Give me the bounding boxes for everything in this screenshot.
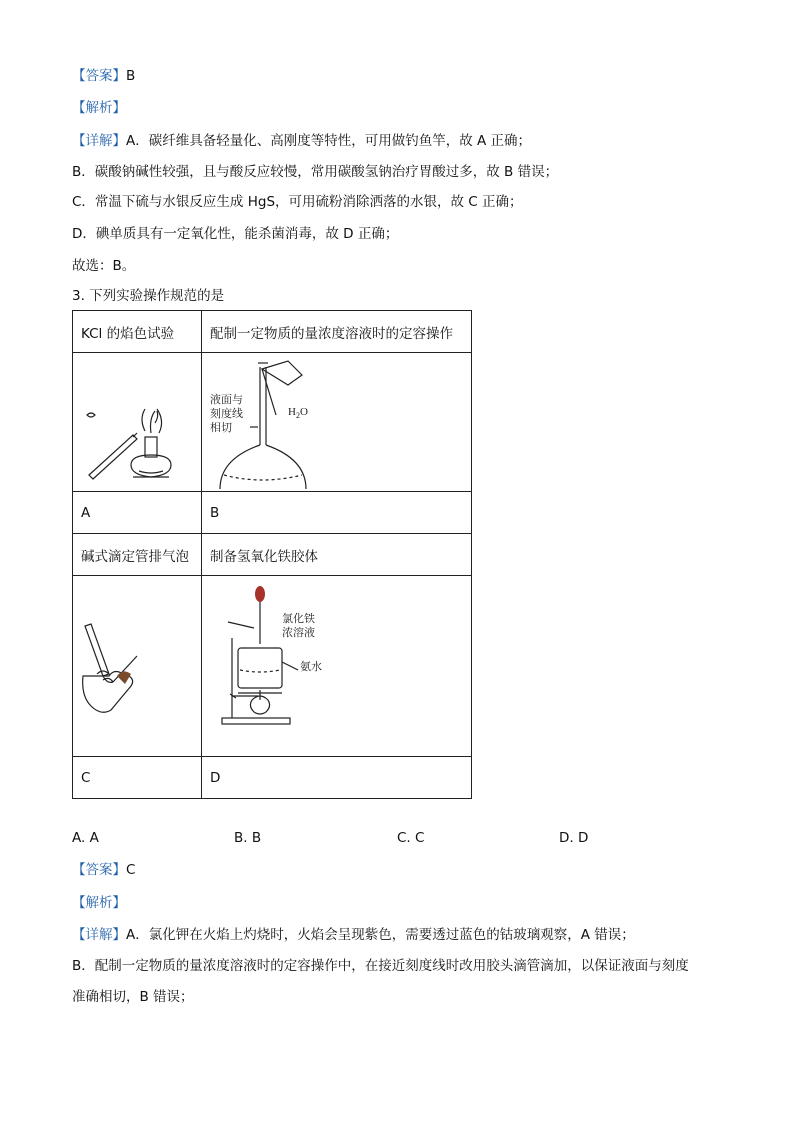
colloid-prep-figure: [202, 578, 471, 754]
detail-line-4: D．碘单质具有一定氧化性，能杀菌消毒，故 D 正确；: [72, 226, 399, 242]
cell-d-figure: [202, 576, 472, 757]
q3-analysis-tag: 【解析】: [72, 895, 126, 911]
cell-b-label: B: [202, 492, 472, 534]
flame-test-figure: [73, 353, 201, 487]
detail-text: A．碳纤维具备轻量化、高刚度等特性，可用做钓鱼竿，故 A 正确；: [126, 133, 532, 149]
q3-answer-line: [72, 860, 135, 880]
detail-line-2: B．碳酸钠碱性较强，且与酸反应较慢，常用碳酸氢钠治疗胃酸过多，故 B 错误；: [72, 164, 559, 180]
options-table: [72, 310, 472, 799]
flask-note-2: 刻度线: [210, 408, 243, 420]
dropper-note-1: 氯化铁: [282, 613, 315, 625]
answer-value: B: [126, 68, 136, 84]
dropper-note-2: 浓溶液: [282, 627, 315, 639]
cell-b-title: 配制一定物质的量浓度溶液时的定容操作: [202, 311, 472, 353]
q3-detail-tag: 【详解】: [72, 927, 126, 943]
choice-b: B. B: [234, 830, 262, 846]
q3-detail-line-1: [72, 925, 635, 945]
q3-answer-value: C: [126, 862, 136, 878]
eye-icon: [87, 413, 95, 417]
volumetric-flask-figure: [202, 355, 471, 489]
detail-line-3: C．常温下硫与水银反应生成 HgS，可用硫粉消除洒落的水银，故 C 正确；: [72, 194, 523, 210]
question-stem: 3. 下列实验操作规范的是: [72, 288, 225, 304]
conclusion-line: 故选：B。: [72, 258, 136, 274]
flask-note-3: 相切: [210, 422, 232, 434]
q3-detail-line-2: B．配制一定物质的量浓度溶液时的定容操作中，在接近刻度线时改用胶头滴管滴加，以保证液面与刻度: [72, 958, 689, 974]
choice-a: A. A: [72, 830, 99, 846]
cell-a-figure: [73, 353, 202, 492]
answer-line: [72, 66, 135, 86]
choice-d: D. D: [559, 830, 589, 846]
analysis-tag: 【解析】: [72, 100, 126, 116]
burette-bubble-figure: [73, 576, 201, 752]
cell-d-title: 制备氢氧化铁胶体: [202, 534, 472, 576]
cell-c-title: 碱式滴定管排气泡: [73, 534, 202, 576]
q3-detail-text: A．氯化钾在火焰上灼烧时，火焰会呈现紫色，需要透过蓝色的钴玻璃观察，A 错误；: [126, 927, 635, 943]
cell-c-label: C: [73, 757, 202, 799]
flask-note-1: 液面与: [210, 394, 243, 406]
cell-c-figure: [73, 576, 202, 757]
dropper-bulb: [255, 586, 265, 602]
detail-line-1: [72, 131, 531, 151]
beaker-note: 氨水: [300, 661, 322, 673]
cell-d-label: D: [202, 757, 472, 799]
choice-c: C. C: [397, 830, 425, 846]
cell-b-figure: [202, 353, 472, 492]
q3-answer-tag: 【答案】: [72, 862, 126, 878]
water-label: $H_2O$: [288, 406, 308, 420]
detail-tag: 【详解】: [72, 133, 126, 149]
q3-detail-line-3: 准确相切，B 错误；: [72, 989, 194, 1005]
answer-tag: 【答案】: [72, 68, 126, 84]
cell-a-label: A: [73, 492, 202, 534]
cell-a-title: KCl 的焰色试验: [73, 311, 202, 353]
